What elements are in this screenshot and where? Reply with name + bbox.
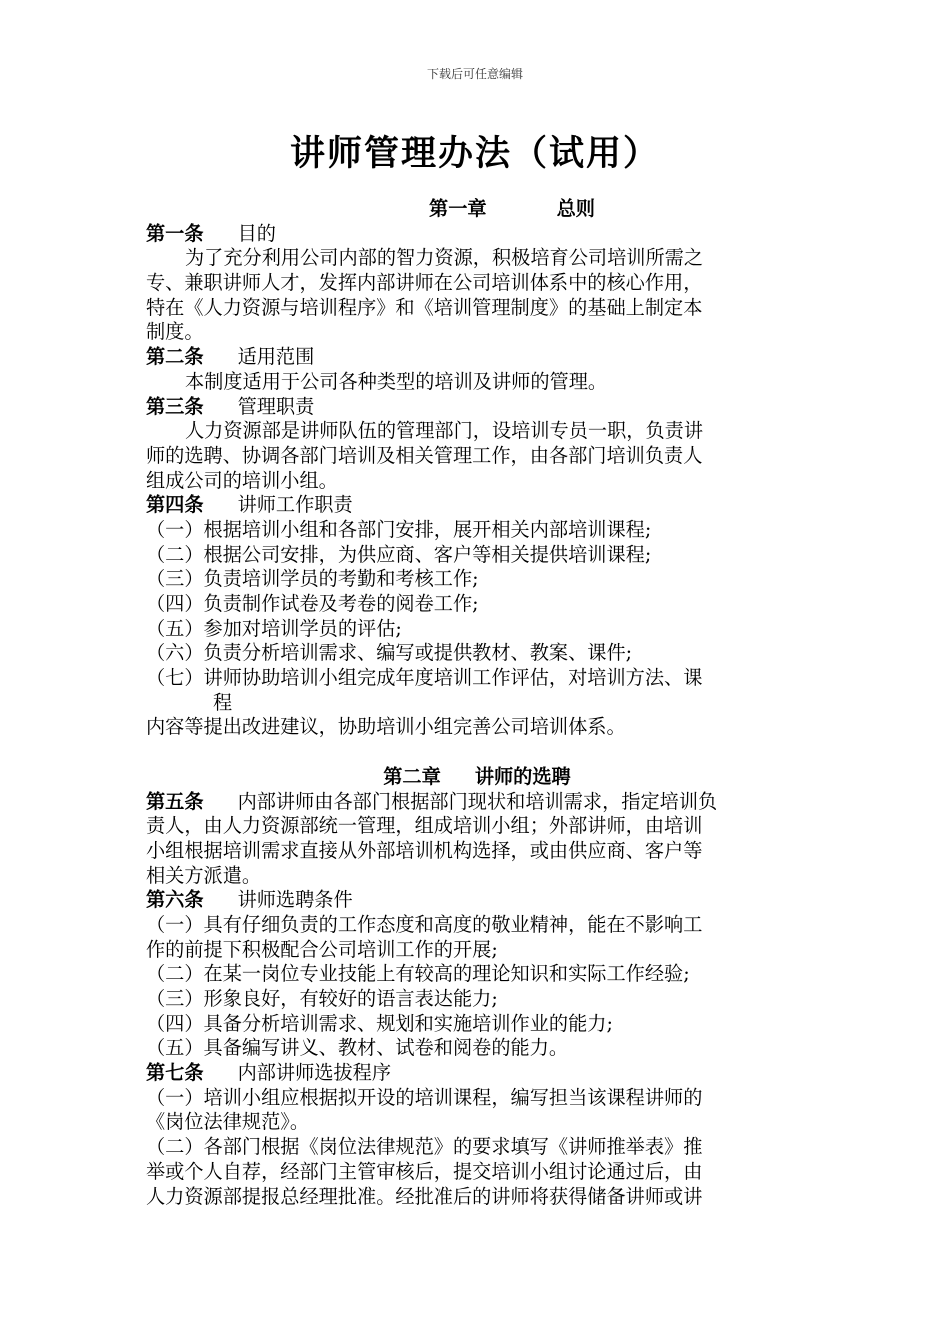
article-7-heading bbox=[146, 1061, 808, 1086]
article-label: 第二条 bbox=[146, 345, 204, 369]
paragraph-line: 组成公司的培训小组。 bbox=[146, 468, 338, 492]
list-item: （三）负责培训学员的考勤和考核工作; bbox=[146, 567, 479, 591]
chapter-1-heading bbox=[146, 197, 808, 222]
article-name: 讲师工作职责 bbox=[237, 493, 353, 517]
list-item: 《岗位法律规范》。 bbox=[146, 1110, 310, 1134]
list-item: （二）根据公司安排，为供应商、客户等相关提供培训课程; bbox=[146, 542, 652, 566]
paragraph-line: 小组根据培训需求直接从外部培训机构选择，或由供应商、客户等 bbox=[146, 838, 703, 862]
paragraph-line: 师的选聘、协调各部门培训及相关管理工作，由各部门培训负责人 bbox=[146, 443, 703, 467]
article-label: 第一条 bbox=[146, 221, 204, 245]
article-name: 讲师选聘条件 bbox=[237, 888, 353, 912]
paragraph-line: 专、兼职讲师人才，发挥内部讲师在公司培训体系中的核心作用， bbox=[146, 271, 703, 295]
paragraph-line: 制度。 bbox=[146, 320, 204, 344]
article-label: 第三条 bbox=[146, 394, 204, 418]
article-3-heading bbox=[146, 395, 808, 420]
section-spacer bbox=[146, 740, 808, 765]
chapter-name: 总则 bbox=[556, 197, 595, 220]
article-name: 内部讲师选拔程序 bbox=[237, 1061, 392, 1085]
article-name: 管理职责 bbox=[237, 394, 315, 418]
paragraph-line: 为了充分利用公司内部的智力资源，积极培育公司培训所需之 bbox=[185, 246, 704, 270]
paragraph-line: 相关方派遣。 bbox=[146, 863, 262, 887]
article-name: 目的 bbox=[237, 221, 276, 245]
header-note: 下载后可任意编辑 bbox=[426, 67, 523, 81]
article-label: 第七条 bbox=[146, 1061, 204, 1085]
article-label: 第五条 bbox=[146, 789, 204, 813]
list-item: （一）具有仔细负责的工作态度和高度的敬业精神，能在不影响工 bbox=[146, 912, 703, 936]
list-item: （三）形象良好，有较好的语言表达能力; bbox=[146, 987, 498, 1010]
article-name: 适用范围 bbox=[237, 345, 315, 369]
list-item: （六）负责分析培训需求、编写或提供教材、教案、课件; bbox=[146, 641, 633, 665]
paragraph-line: 特在《人力资源与培训程序》和《培训管理制度》的基础上制定本 bbox=[146, 295, 703, 319]
paragraph-line: 内容等提出改进建议，协助培训小组完善公司培训体系。 bbox=[146, 715, 626, 739]
article-4-heading bbox=[146, 493, 808, 518]
list-item: 作的前提下积极配合公司培训工作的开展; bbox=[146, 937, 498, 961]
list-item: 举或个人自荐，经部门主管审核后，提交培训小组讨论通过后，由 bbox=[146, 1159, 703, 1183]
paragraph-line: 本制度适用于公司各种类型的培训及讲师的管理。 bbox=[185, 369, 608, 393]
document-title: 讲师管理办法（试用） bbox=[289, 133, 660, 174]
list-item: （五）具备编写讲义、教材、试卷和阅卷的能力。 bbox=[146, 1036, 569, 1060]
list-item: （二）在某一岗位专业技能上有较高的理论知识和实际工作经验; bbox=[146, 962, 690, 986]
chapter-name: 讲师的选聘 bbox=[474, 764, 571, 788]
list-item: （二）各部门根据《岗位法律规范》的要求填写《讲师推举表》推 bbox=[146, 1135, 703, 1159]
article-2-heading bbox=[146, 345, 808, 370]
chapter-number: 第二章 bbox=[383, 764, 441, 788]
paragraph-line: 责人，由人力资源部统一管理，组成培训小组；外部讲师，由培训 bbox=[146, 814, 703, 838]
list-item: （四）具备分析培训需求、规划和实施培训作业的能力; bbox=[146, 1011, 613, 1035]
list-item: （五）参加对培训学员的评估; bbox=[146, 616, 402, 640]
document-body bbox=[146, 197, 808, 1209]
list-item: 人力资源部提报总经理批准。经批准后的讲师将获得储备讲师或讲 bbox=[146, 1184, 703, 1208]
article-5-heading bbox=[146, 790, 808, 815]
article-label: 第四条 bbox=[146, 493, 204, 517]
chapter-2-heading bbox=[146, 765, 808, 790]
paragraph-line: 人力资源部是讲师队伍的管理部门，设培训专员一职，负责讲 bbox=[185, 419, 704, 443]
list-item: （一）根据培训小组和各部门安排，展开相关内部培训课程; bbox=[146, 517, 652, 541]
article-6-heading bbox=[146, 888, 808, 913]
article-1-heading bbox=[146, 222, 808, 247]
article-text: 内部讲师由各部门根据部门现状和培训需求，指定培训负 bbox=[237, 789, 718, 813]
list-item-wrap: 程 bbox=[213, 690, 233, 714]
list-item: （七）讲师协助培训小组完成年度培训工作评估，对培训方法、课 bbox=[146, 666, 703, 690]
list-item: （一）培训小组应根据拟开设的培训课程，编写担当该课程讲师的 bbox=[146, 1085, 703, 1109]
list-item: （四）负责制作试卷及考卷的阅卷工作; bbox=[146, 592, 479, 615]
chapter-number: 第一章 bbox=[429, 197, 487, 220]
article-label: 第六条 bbox=[146, 888, 204, 912]
